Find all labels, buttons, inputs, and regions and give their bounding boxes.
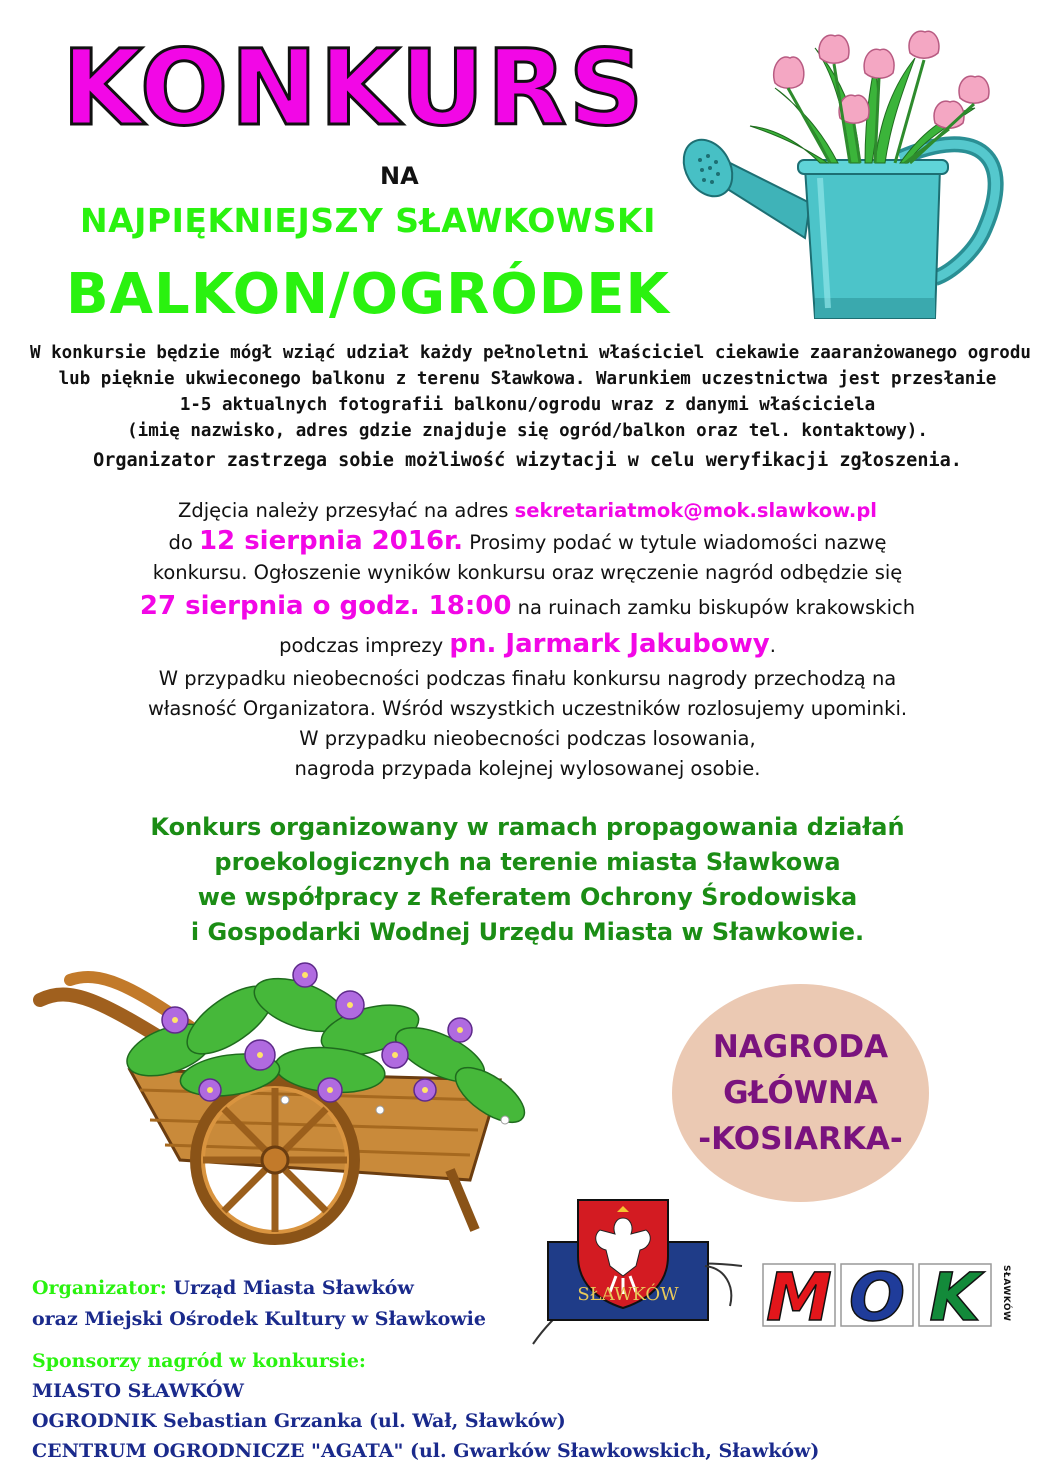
statement-line: proekologicznych na terenie miasta Sławkowa xyxy=(214,848,841,876)
statement-line: Konkurs organizowany w ramach propagowania działań xyxy=(150,813,905,841)
details-text: konkursu. Ogłoszenie wyników konkursu oraz wręczenie nagród odbędzie się xyxy=(152,561,903,584)
details-text: własność Organizatora. Wśród wszystkich uczestników rozlosujemy upominki. xyxy=(147,697,908,720)
watering-can-illustration xyxy=(680,28,1030,328)
organizer-line: oraz Miejski Ośrodek Kultury w Sławkowie xyxy=(32,1308,486,1330)
poster-title: KONKURS xyxy=(62,27,646,149)
mok-side-label: SŁAWKÓW xyxy=(1001,1265,1011,1322)
sponsors-block xyxy=(32,1346,819,1466)
conditions-line: W konkursie będzie mógł wziąć udział każdy pełnoletni właściciel ciekawie zaaranżowanego ogrodu xyxy=(30,343,1031,363)
details-text: . xyxy=(769,634,776,657)
organizer-block xyxy=(32,1273,486,1335)
details-text: Prosimy podać w tytule wiadomości nazwę xyxy=(463,531,887,554)
statement-line: we współpracy z Referatem Ochrony Środowiska xyxy=(197,883,858,911)
title-na: NA xyxy=(380,162,419,190)
event-name: pn. Jarmark Jakubowy xyxy=(449,629,770,659)
details-text: do xyxy=(168,531,199,554)
organizer-name: Urząd Miasta Sławków xyxy=(166,1277,414,1299)
poster-main-heading: BALKON/OGRÓDEK xyxy=(66,262,670,327)
statement-line: i Gospodarki Wodnej Urzędu Miasta w Sławkowie. xyxy=(190,918,865,946)
details-text: Zdjęcia należy przesyłać na adres xyxy=(178,499,515,522)
details-text: W przypadku nieobecności podczas losowania, xyxy=(299,727,756,750)
details-text: nagroda przypada kolejnej wylosowanej osobie. xyxy=(294,757,761,780)
flower-wheelbarrow-illustration xyxy=(30,960,550,1250)
mok-letter-m: M xyxy=(766,1262,832,1330)
sponsor-item: MIASTO SŁAWKÓW xyxy=(32,1380,244,1402)
details-text: podczas imprezy xyxy=(279,634,450,657)
event-date: 27 sierpnia o godz. 18:00 xyxy=(139,591,512,621)
mok-letter-o: O xyxy=(848,1262,906,1330)
mok-letters xyxy=(762,1262,992,1330)
prize-line: NAGRODA xyxy=(712,1029,889,1065)
crest-label: SŁAWKÓW xyxy=(577,1284,679,1305)
sponsor-item: CENTRUM OGRODNICZE "AGATA" (ul. Gwarków Sławkowskich, Sławków) xyxy=(32,1440,820,1462)
sponsor-item: OGRODNIK Sebastian Grzanka (ul. Wał, Sławków) xyxy=(32,1410,566,1432)
mok-letter-k: K xyxy=(929,1262,981,1330)
prize-line: GŁÓWNA xyxy=(723,1075,878,1111)
details-text: na ruinach zamku biskupów krakowskich xyxy=(511,596,916,619)
contact-email: sekretariatmok@mok.slawkow.pl xyxy=(514,499,877,522)
poster-subtitle: NAJPIĘKNIEJSZY SŁAWKOWSKI xyxy=(80,201,656,240)
mok-logo xyxy=(762,1262,1024,1330)
conditions-line: lub pięknie ukwieconego balkonu z terenu Sławkowa. Warunkiem uczestnictwa jest przesłanie xyxy=(58,369,997,389)
details-text: W przypadku nieobecności podczas finału konkursu nagrody przechodzą na xyxy=(158,667,897,690)
details-block xyxy=(30,496,1025,784)
conditions-line: Organizator zastrzega sobie możliwość wizytacji w celu weryfikacji zgłoszenia. xyxy=(93,450,962,471)
conditions-line: 1-5 aktualnych fotografii balkonu/ogrodu wraz z danymi właściciela xyxy=(179,395,876,415)
main-prize-badge xyxy=(672,984,929,1202)
conditions-line: (imię nazwisko, adres gdzie znajduje się ogród/balkon oraz tel. kontaktowy). xyxy=(127,421,928,441)
sponsors-label: Sponsorzy nagród w konkursie: xyxy=(32,1350,366,1372)
cooperation-statement xyxy=(30,810,1025,950)
slawkow-crest-logo xyxy=(530,1196,745,1346)
prize-line: -KOSIARKA- xyxy=(698,1121,903,1157)
organizer-label: Organizator: xyxy=(32,1277,167,1299)
conditions-block xyxy=(30,340,1031,474)
deadline-date: 12 sierpnia 2016r. xyxy=(198,526,464,556)
